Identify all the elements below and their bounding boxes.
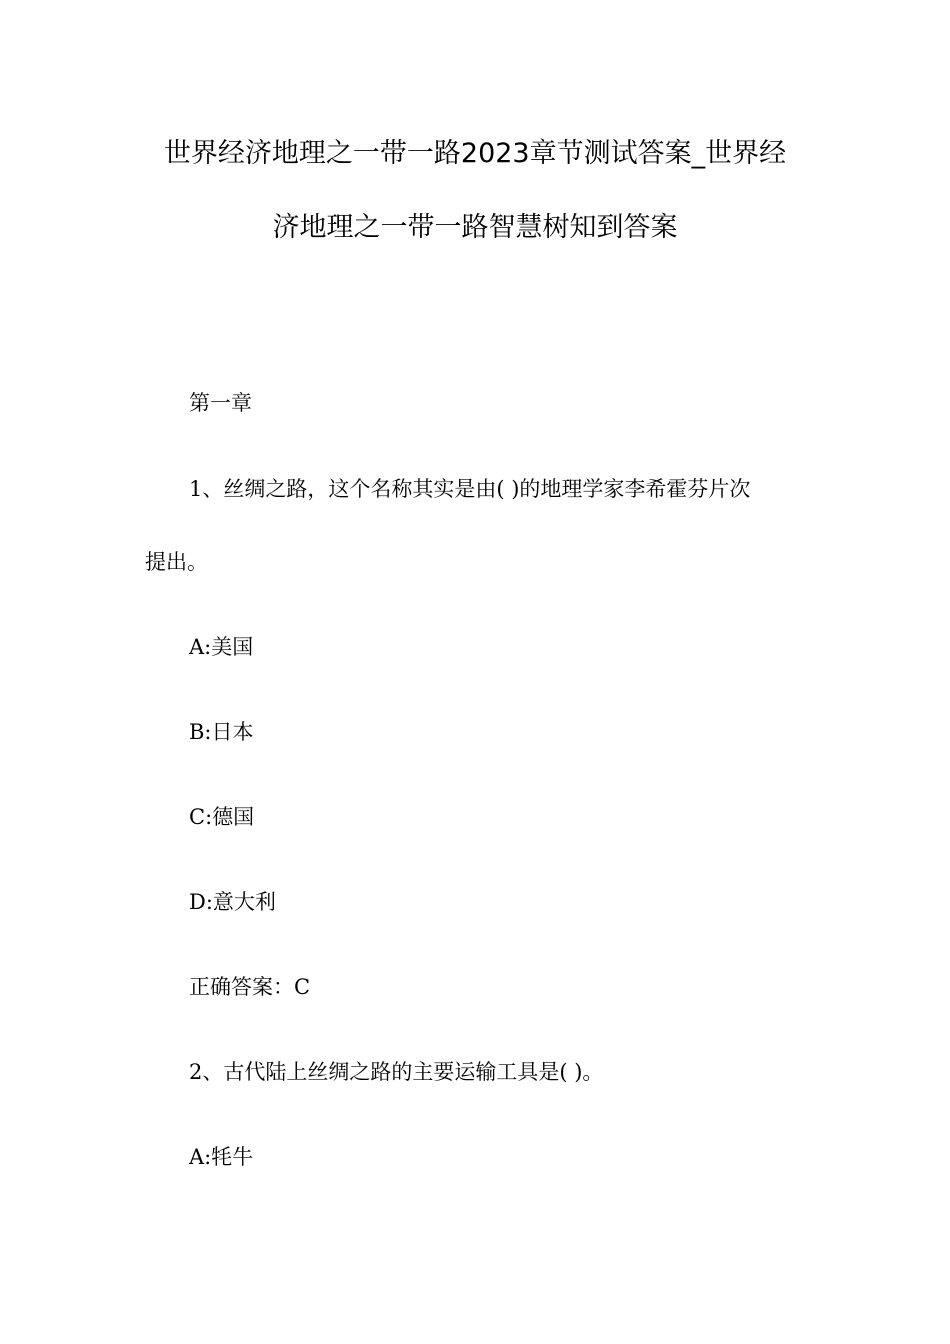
question-1-answer: 正确答案：C — [189, 975, 311, 999]
chapter-heading: 第一章 — [189, 391, 252, 415]
question-1-option-d: D:意大利 — [189, 890, 276, 914]
question-1-option-b: B:日本 — [189, 720, 254, 744]
question-1-option-c: C:德国 — [189, 805, 255, 829]
question-1-option-a: A:美国 — [189, 635, 254, 659]
question-2-option-a: A:牦牛 — [189, 1145, 254, 1169]
question-1-stem-line-2: 提出。 — [145, 550, 208, 574]
document-title-line-1: 世界经济地理之一带一路2023章节测试答案_世界经 — [163, 138, 787, 169]
document-title-line-2: 济地理之一带一路智慧树知到答案 — [272, 212, 678, 243]
question-1-stem-line-1: 1、丝绸之路，这个名称其实是由( )的地理学家李希霍芬片次 — [189, 477, 751, 501]
question-2-stem-line-1: 2、古代陆上丝绸之路的主要运输工具是( )。 — [189, 1060, 604, 1084]
